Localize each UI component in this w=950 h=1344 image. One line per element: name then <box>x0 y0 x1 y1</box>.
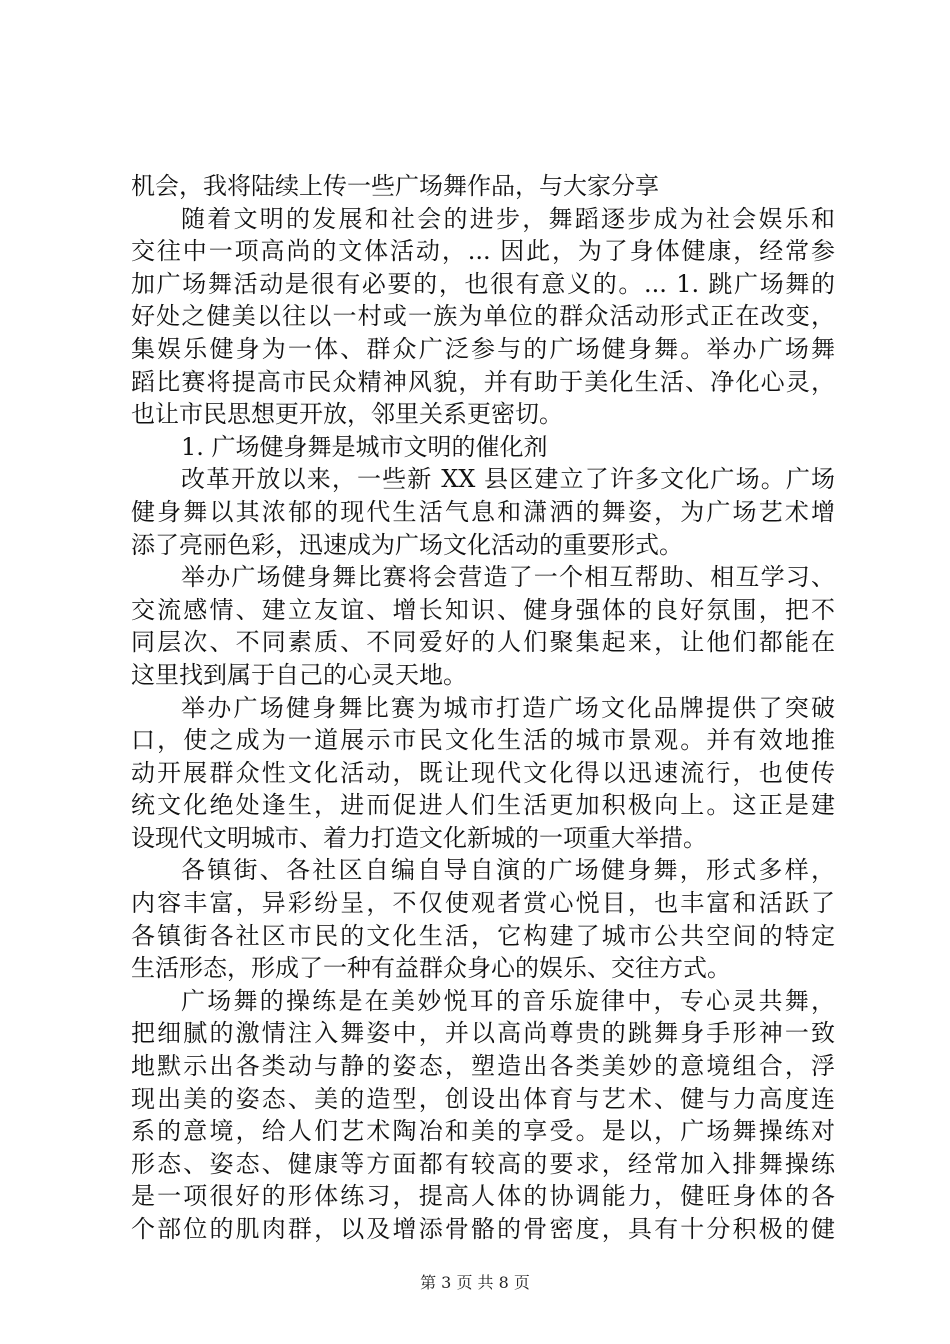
text-line: 加广场舞活动是很有必要的，也很有意义的。... 1. 跳广场舞的 <box>131 269 835 298</box>
page-footer: 第 3 页 共 8 页 <box>420 1273 530 1292</box>
text-line: 交往中一项高尚的文体活动，... 因此，为了身体健康，经常参 <box>131 237 835 266</box>
text-line: 添了亮丽色彩，迅速成为广场文化活动的重要形式。 <box>131 530 683 559</box>
text-line: 把细腻的激情注入舞姿中，并以高尚尊贵的跳舞身手形神一致 <box>131 1019 835 1048</box>
text-line: 随着文明的发展和社会的进步，舞蹈逐步成为社会娱乐和 <box>181 204 835 233</box>
text-line: 设现代文明城市、着力打造文化新城的一项重大举措。 <box>131 823 707 852</box>
text-line: 集娱乐健身为一体、群众广泛参与的广场健身舞。举办广场舞 <box>131 334 835 363</box>
text-line: 地默示出各类动与静的姿态，塑造出各类美妙的意境组合，浮 <box>131 1052 835 1081</box>
text-line: 同层次、不同素质、不同爱好的人们聚集起来，让他们都能在 <box>131 628 835 657</box>
text-line: 各镇街各社区市民的文化生活，它构建了城市公共空间的特定 <box>131 921 835 950</box>
text-line: 统文化绝处逢生，进而促进人们生活更加积极向上。这正是建 <box>131 791 835 820</box>
text-line: 1. 广场健身舞是城市文明的催化剂 <box>181 432 548 461</box>
text-line: 举办广场健身舞比赛将会营造了一个相互帮助、相互学习、 <box>181 563 835 592</box>
text-line: 各镇街、各社区自编自导自演的广场健身舞，形式多样， <box>181 856 835 885</box>
document-body <box>131 170 835 1246</box>
text-line: 改革开放以来，一些新 XX 县区建立了许多文化广场。广场 <box>181 465 835 494</box>
text-line: 现出美的姿态、美的造型，创设出体育与艺术、健与力高度连 <box>131 1084 835 1113</box>
text-line: 蹈比赛将提高市民众精神风貌，并有助于美化生活、净化心灵， <box>131 367 835 396</box>
text-line: 健身舞以其浓郁的现代生活气息和潇洒的舞姿，为广场艺术增 <box>131 497 835 526</box>
text-line: 机会，我将陆续上传一些广场舞作品，与大家分享 <box>131 172 659 200</box>
text-line: 内容丰富，异彩纷呈，不仅使观者赏心悦目，也丰富和活跃了 <box>131 889 835 918</box>
text-line: 广场舞的操练是在美妙悦耳的音乐旋律中，专心灵共舞， <box>181 986 835 1015</box>
text-line: 形态、姿态、健康等方面都有较高的要求，经常加入排舞操练 <box>131 1149 835 1178</box>
text-line: 交流感情、建立友谊、增长知识、健身强体的良好氛围，把不 <box>131 595 835 624</box>
text-line: 个部位的肌肉群，以及增添骨骼的骨密度，具有十分积极的健 <box>131 1215 835 1243</box>
text-line: 也让市民思想更开放，邻里关系更密切。 <box>131 400 563 429</box>
text-line: 是一项很好的形体练习，提高人体的协调能力，健旺身体的各 <box>131 1182 835 1211</box>
text-line: 口，使之成为一道展示市民文化生活的城市景观。并有效地推 <box>131 726 835 755</box>
text-line: 好处之健美以往以一村或一族为单位的群众活动形式正在改变， <box>131 302 835 331</box>
text-line: 生活形态，形成了一种有益群众身心的娱乐、交往方式。 <box>131 954 731 983</box>
text-line: 举办广场健身舞比赛为城市打造广场文化品牌提供了突破 <box>181 693 835 722</box>
text-line: 系的意境，给人们艺术陶冶和美的享受。是以，广场舞操练对 <box>131 1117 835 1146</box>
text-line: 这里找到属于自己的心灵天地。 <box>131 660 467 689</box>
text-line: 动开展群众性文化活动，既让现代文化得以迅速流行，也使传 <box>131 758 835 787</box>
